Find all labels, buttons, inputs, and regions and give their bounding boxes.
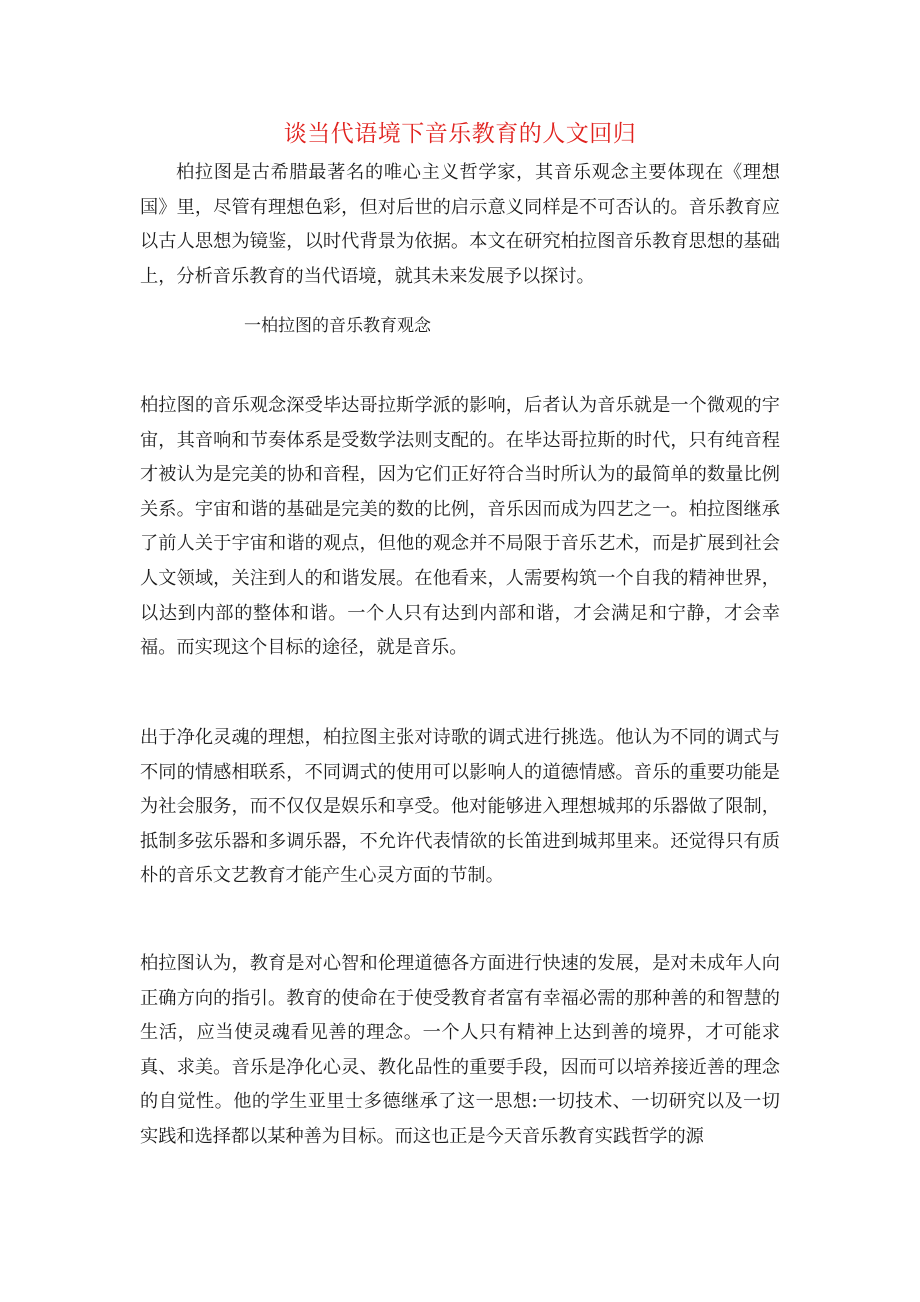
intro-paragraph: 柏拉图是古希腊最著名的唯心主义哲学家，其音乐观念主要体现在《理想国》里，尽管有理想色彩，但对后世的启示意义同样是不可否认的。音乐教育应以古人思想为镜鉴，以时代背景为依据。本文在研究柏拉图音乐教育思想的基础上，分析音乐教育的当代语境，就其未来发展予以探讨。 bbox=[140, 162, 780, 287]
body-paragraph-3: 柏拉图认为，教育是对心智和伦理道德各方面进行快速的发展，是对未成年人向正确方向的指引。教育的使命在于使受教育者富有幸福必需的那种善的和智慧的生活，应当使灵魂看见善的理念。一个人只有精神上达到善的境界，才可能求真、求美。音乐是净化心灵、教化品性的重要手段，因而可以培养接近善的理念的自觉性。他的学生亚里士多德继承了这一思想:一切技术、一切研究以及一切实践和选择都以某种善为目标。而这也正是今天音乐教育实践哲学的源 bbox=[140, 953, 780, 1147]
document-title: 谈当代语境下音乐教育的人文回归 bbox=[283, 121, 637, 147]
body-paragraph-2: 出于净化灵魂的理想，柏拉图主张对诗歌的调式进行挑选。他认为不同的调式与不同的情感相联系，不同调式的使用可以影响人的道德情感。音乐的重要功能是为社会服务，而不仅仅是娱乐和享受。他对能够进入理想城邦的乐器做了限制，抵制多弦乐器和多调乐器，不允许代表情欲的长笛进到城邦里来。还觉得只有质朴的音乐文艺教育才能产生心灵方面的节制。 bbox=[140, 727, 780, 887]
body-paragraph-1: 柏拉图的音乐观念深受毕达哥拉斯学派的影响，后者认为音乐就是一个微观的宇宙，其音响和节奏体系是受数学法则支配的。在毕达哥拉斯的时代，只有纯音程才被认为是完美的协和音程，因为它们正好符合当时所认为的最简单的数量比例关系。宇宙和谐的基础是完美的数的比例，音乐因而成为四艺之一。柏拉图继承了前人关于宇宙和谐的观点，但他的观念并不局限于音乐艺术，而是扩展到社会人文领域，关注到人的和谐发展。在他看来，人需要构筑一个自我的精神世界，以达到内部的整体和谐。一个人只有达到内部和谐，才会满足和宁静，才会幸福。而实现这个目标的途径，就是音乐。 bbox=[140, 395, 780, 659]
section-heading: 一柏拉图的音乐教育观念 bbox=[244, 316, 431, 336]
